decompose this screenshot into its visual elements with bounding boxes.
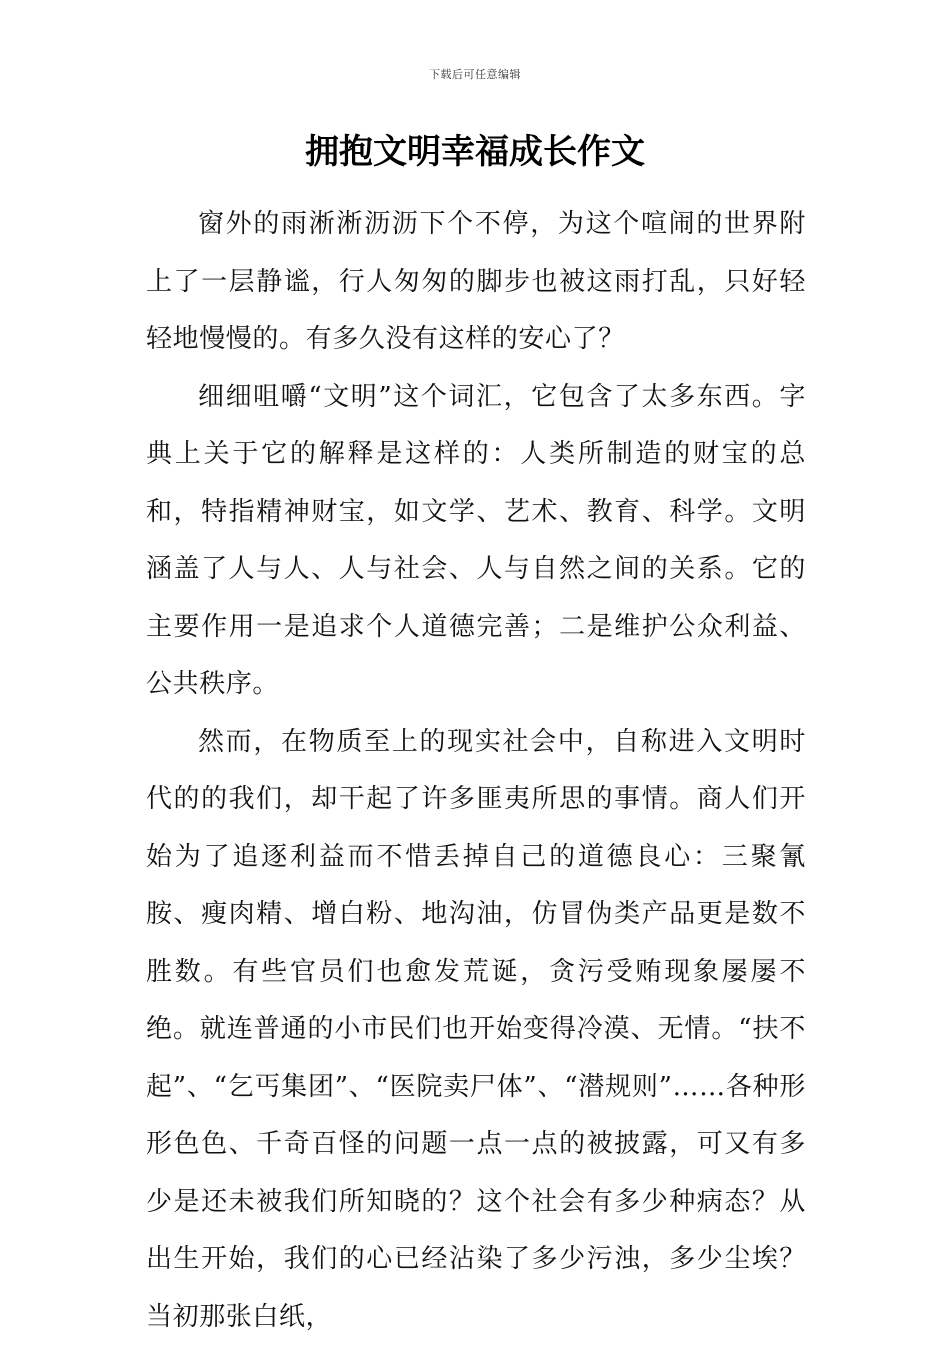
header-note: 下载后可任意编辑	[0, 66, 950, 82]
paragraph-1: 窗外的雨淅淅沥沥下个不停，为这个喧闹的世界附上了一层静谧，行人匆匆的脚步也被这雨打乱，只好轻轻地慢慢的。有多久没有这样的安心了？	[146, 196, 806, 369]
paragraph-3: 然而，在物质至上的现实社会中，自称进入文明时代的的我们，却干起了许多匪夷所思的事情。商人们开始为了追逐利益而不惜丢掉自己的道德良心：三聚氰胺、瘦肉精、增白粉、地沟油，仿冒伪类产品更是数不胜数。有些官员们也愈发荒诞，贪污受贿现象屡屡不绝。就连普通的小市民们也开始变得冷漠、无情。“扶不起”、“乞丐集团”、“医院卖尸体”、“潜规则”……各种形形色色、千奇百怪的问题一点一点的被披露，可又有多少是还未被我们所知晓的？这个社会有多少种病态？从出生开始，我们的心已经沾染了多少污浊，多少尘埃？当初那张白纸，	[146, 714, 806, 1346]
paragraph-2: 细细咀嚼“文明”这个词汇，它包含了太多东西。字典上关于它的解释是这样的：人类所制造的财宝的总和，特指精神财宝，如文学、艺术、教育、科学。文明涵盖了人与人、人与社会、人与自然之间的关系。它的主要作用一是追求个人道德完善；二是维护公众利益、公共秩序。	[146, 369, 806, 714]
document-title: 拥抱文明幸福成长作文	[0, 128, 950, 176]
document-body	[146, 196, 806, 1346]
